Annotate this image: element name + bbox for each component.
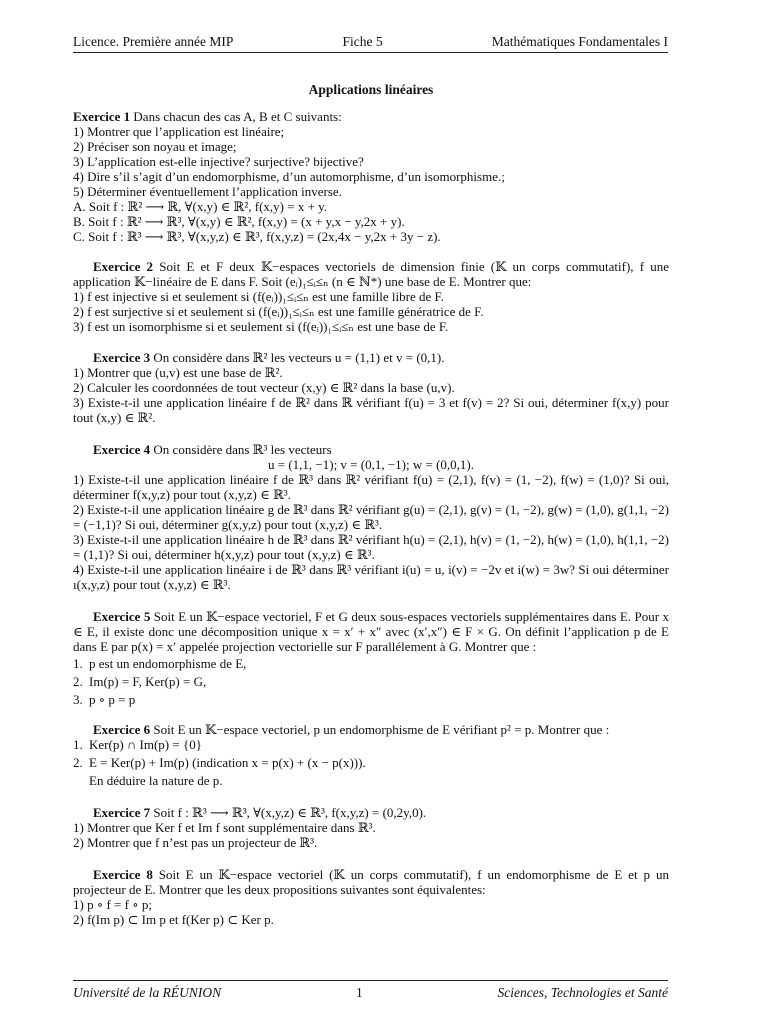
exercise-8-line: 2) f(Im p) ⊂ Im p et f(Ker p) ⊂ Ker p. — [73, 912, 274, 927]
exercise-1-line: 3) L’application est-elle injective? surjective? bijective? — [73, 154, 364, 169]
header-rule — [73, 52, 668, 53]
exercise-8 — [73, 867, 669, 927]
exercise-7-line: 2) Montrer que f n’est pas un projecteur de ℝ³. — [73, 835, 318, 850]
page-footer — [73, 985, 668, 1001]
header-course: Licence. Première année MIP — [73, 34, 234, 49]
header-subject: Mathématiques Fondamentales I — [491, 34, 668, 49]
exercise-4-question: 2) Existe-t-il une application linéaire g de ℝ³ dans ℝ² vérifiant g(u) = (2,1), g(v) = (1, −2), g(w) = (1,0), g(1,1, −2) = (−1,1)? Si oui, déterminer g(x,y,z) pour tout (x,y,z) ∈ ℝ³. — [73, 502, 670, 532]
page-header — [73, 34, 668, 50]
exercise-1-case-b: B. Soit f : ℝ² ⟶ ℝ³, ∀(x,y) ∈ ℝ², f(x,y) = (x + y,x − y,2x + y). — [73, 214, 405, 229]
document-title: Applications linéaires — [308, 82, 434, 97]
exercise-5-intro: Soit E un 𝕂−espace vectoriel, F et G deux sous-espaces vectoriels supplémentaires dans E. Pour x ∈ E, il existe donc une décomposition unique x = x′ + x″ avec (x′,x″) ∈ F × G. On définit l’application p de E dans E par p(x) = x′ appelée projection vectorielle sur F parallélement à G. Montrer que : — [73, 609, 669, 654]
list-item: 1. p est un endomorphisme de E, — [73, 656, 247, 671]
exercise-4-question: 3) Existe-t-il une application linéaire h de ℝ³ dans ℝ² vérifiant h(u) = (2,1), h(v) = (1, −2), h(w) = (1,0), h(1,1, −2) = (1,1)? Si oui, déterminer h(x,y,z) pour tout (x,y,z) ∈ ℝ³. — [73, 532, 670, 562]
list-item: 1. Ker(p) ∩ Im(p) = {0} — [73, 737, 202, 752]
exercise-1-line: 5) Déterminer éventuellement l’application inverse. — [73, 184, 342, 199]
exercise-8-line: 1) p ∘ f = f ∘ p; — [73, 897, 152, 912]
exercise-5 — [73, 609, 669, 707]
exercise-8-label: Exercice 8 — [93, 867, 153, 882]
exercise-2-line: 3) f est un isomorphisme si et seulement si (f(eᵢ))₁≤ᵢ≤ₙ est une base de F. — [73, 319, 449, 334]
exercise-6-label: Exercice 6 — [93, 722, 151, 737]
exercise-7-intro: Soit f : ℝ³ ⟶ ℝ³, ∀(x,y,z) ∈ ℝ³, f(x,y,z) = (0,2y,0). — [150, 805, 427, 820]
exercise-4-intro: On considère dans ℝ³ les vecteurs — [150, 442, 332, 457]
exercise-1-line: 1) Montrer que l’application est linéaire; — [73, 124, 285, 139]
exercise-6 — [73, 722, 669, 788]
exercise-5-list — [73, 656, 669, 707]
exercise-1-label: Exercice 1 — [73, 109, 131, 124]
document-body — [73, 82, 669, 941]
exercise-3-intro: On considère dans ℝ² les vecteurs u = (1,1) et v = (0,1). — [150, 350, 445, 365]
exercise-3-line: 2) Calculer les coordonnées de tout vecteur (x,y) ∈ ℝ² dans la base (u,v). — [73, 380, 455, 395]
exercise-4-vectors: u = (1,1, −1); v = (0,1, −1); w = (0,0,1). — [268, 457, 474, 472]
page-number: 1 — [355, 985, 363, 1000]
exercise-3-line: 3) Existe-t-il une application linéaire f de ℝ² dans ℝ vérifiant f(u) = 3 et f(v) = 2? Si oui, déterminer f(x,y) pour tout (x,y) ∈ ℝ². — [73, 395, 669, 425]
exercise-8-intro: Soit E un 𝕂−espace vectoriel (𝕂 un corps commutatif), f un endomorphisme de E et p un projecteur de E. Montrer que les deux propositions suivantes sont équivalentes: — [73, 867, 669, 897]
footer-university: Université de la RÉUNION — [73, 985, 222, 1000]
list-item: 2. Im(p) = F, Ker(p) = G, — [73, 674, 207, 689]
exercise-5-label: Exercice 5 — [93, 609, 151, 624]
footer-rule — [73, 980, 668, 981]
exercise-4-label: Exercice 4 — [93, 442, 151, 457]
exercise-2-line: 1) f est injective si et seulement si (f(eᵢ))₁≤ᵢ≤ₙ est une famille libre de F. — [73, 289, 444, 304]
exercise-3-label: Exercice 3 — [93, 350, 151, 365]
exercise-6-intro: Soit E un 𝕂−espace vectoriel, p un endomorphisme de E vérifiant p² = p. Montrer que : — [150, 722, 610, 737]
exercise-2 — [73, 259, 669, 334]
exercise-2-intro: Soit E et F deux 𝕂−espaces vectoriels de dimension finie (𝕂 un corps commutatif), f une application 𝕂−linéaire de E dans F. Soit (eᵢ)₁≤ᵢ≤ₙ (n ∈ ℕ*) une base de E. Montrer que: — [73, 259, 669, 289]
exercise-6-list — [73, 737, 669, 770]
exercise-7-label: Exercice 7 — [93, 805, 151, 820]
exercise-1 — [73, 109, 669, 244]
exercise-1-line: 4) Dire s’il s’agit d’un endomorphisme, d’un automorphisme, d’un isomorphisme.; — [73, 169, 505, 184]
exercise-1-case-c: C. Soit f : ℝ³ ⟶ ℝ³, ∀(x,y,z) ∈ ℝ³, f(x,y,z) = (2x,4x − y,2x + 3y − z). — [73, 229, 441, 244]
exercise-7 — [73, 805, 669, 850]
exercise-4-question: 4) Existe-t-il une application linéaire i de ℝ³ dans ℝ³ vérifiant i(u) = u, i(v) = −2v et i(w) = 3w? Si oui déterminer ı(x,y,z) pour tout (x,y,z) ∈ ℝ³. — [73, 562, 669, 592]
exercise-3 — [73, 350, 669, 425]
exercise-1-line: 2) Préciser son noyau et image; — [73, 139, 237, 154]
exercise-4 — [73, 442, 669, 592]
exercise-2-label: Exercice 2 — [93, 259, 154, 274]
exercise-1-case-a: A. Soit f : ℝ² ⟶ ℝ, ∀(x,y) ∈ ℝ², f(x,y) = x + y. — [73, 199, 328, 214]
exercise-4-question: 1) Existe-t-il une application linéaire f de ℝ³ dans ℝ² vérifiant f(u) = (2,1), f(v) = (1, −2), f(w) = (1,0)? Si oui, déterminer f(x,y,z) pour tout (x,y,z) ∈ ℝ³. — [73, 472, 669, 502]
footer-faculty: Sciences, Technologies et Santé — [497, 985, 668, 1000]
exercise-3-line: 1) Montrer que (u,v) est une base de ℝ². — [73, 365, 283, 380]
exercise-2-line: 2) f est surjective si et seulement si (f(eᵢ))₁≤ᵢ≤ₙ est une famille génératrice de F. — [73, 304, 484, 319]
exercise-7-line: 1) Montrer que Ker f et Im f sont supplémentaire dans ℝ³. — [73, 820, 376, 835]
exercise-1-intro: Dans chacun des cas A, B et C suivants: — [130, 109, 342, 124]
exercise-6-conclusion: En déduire la nature de p. — [89, 773, 223, 788]
list-item: 3. p ∘ p = p — [73, 692, 136, 707]
list-item: 2. E = Ker(p) + Im(p) (indication x = p(x) + (x − p(x))). — [73, 755, 366, 770]
header-sheet: Fiche 5 — [342, 34, 383, 49]
